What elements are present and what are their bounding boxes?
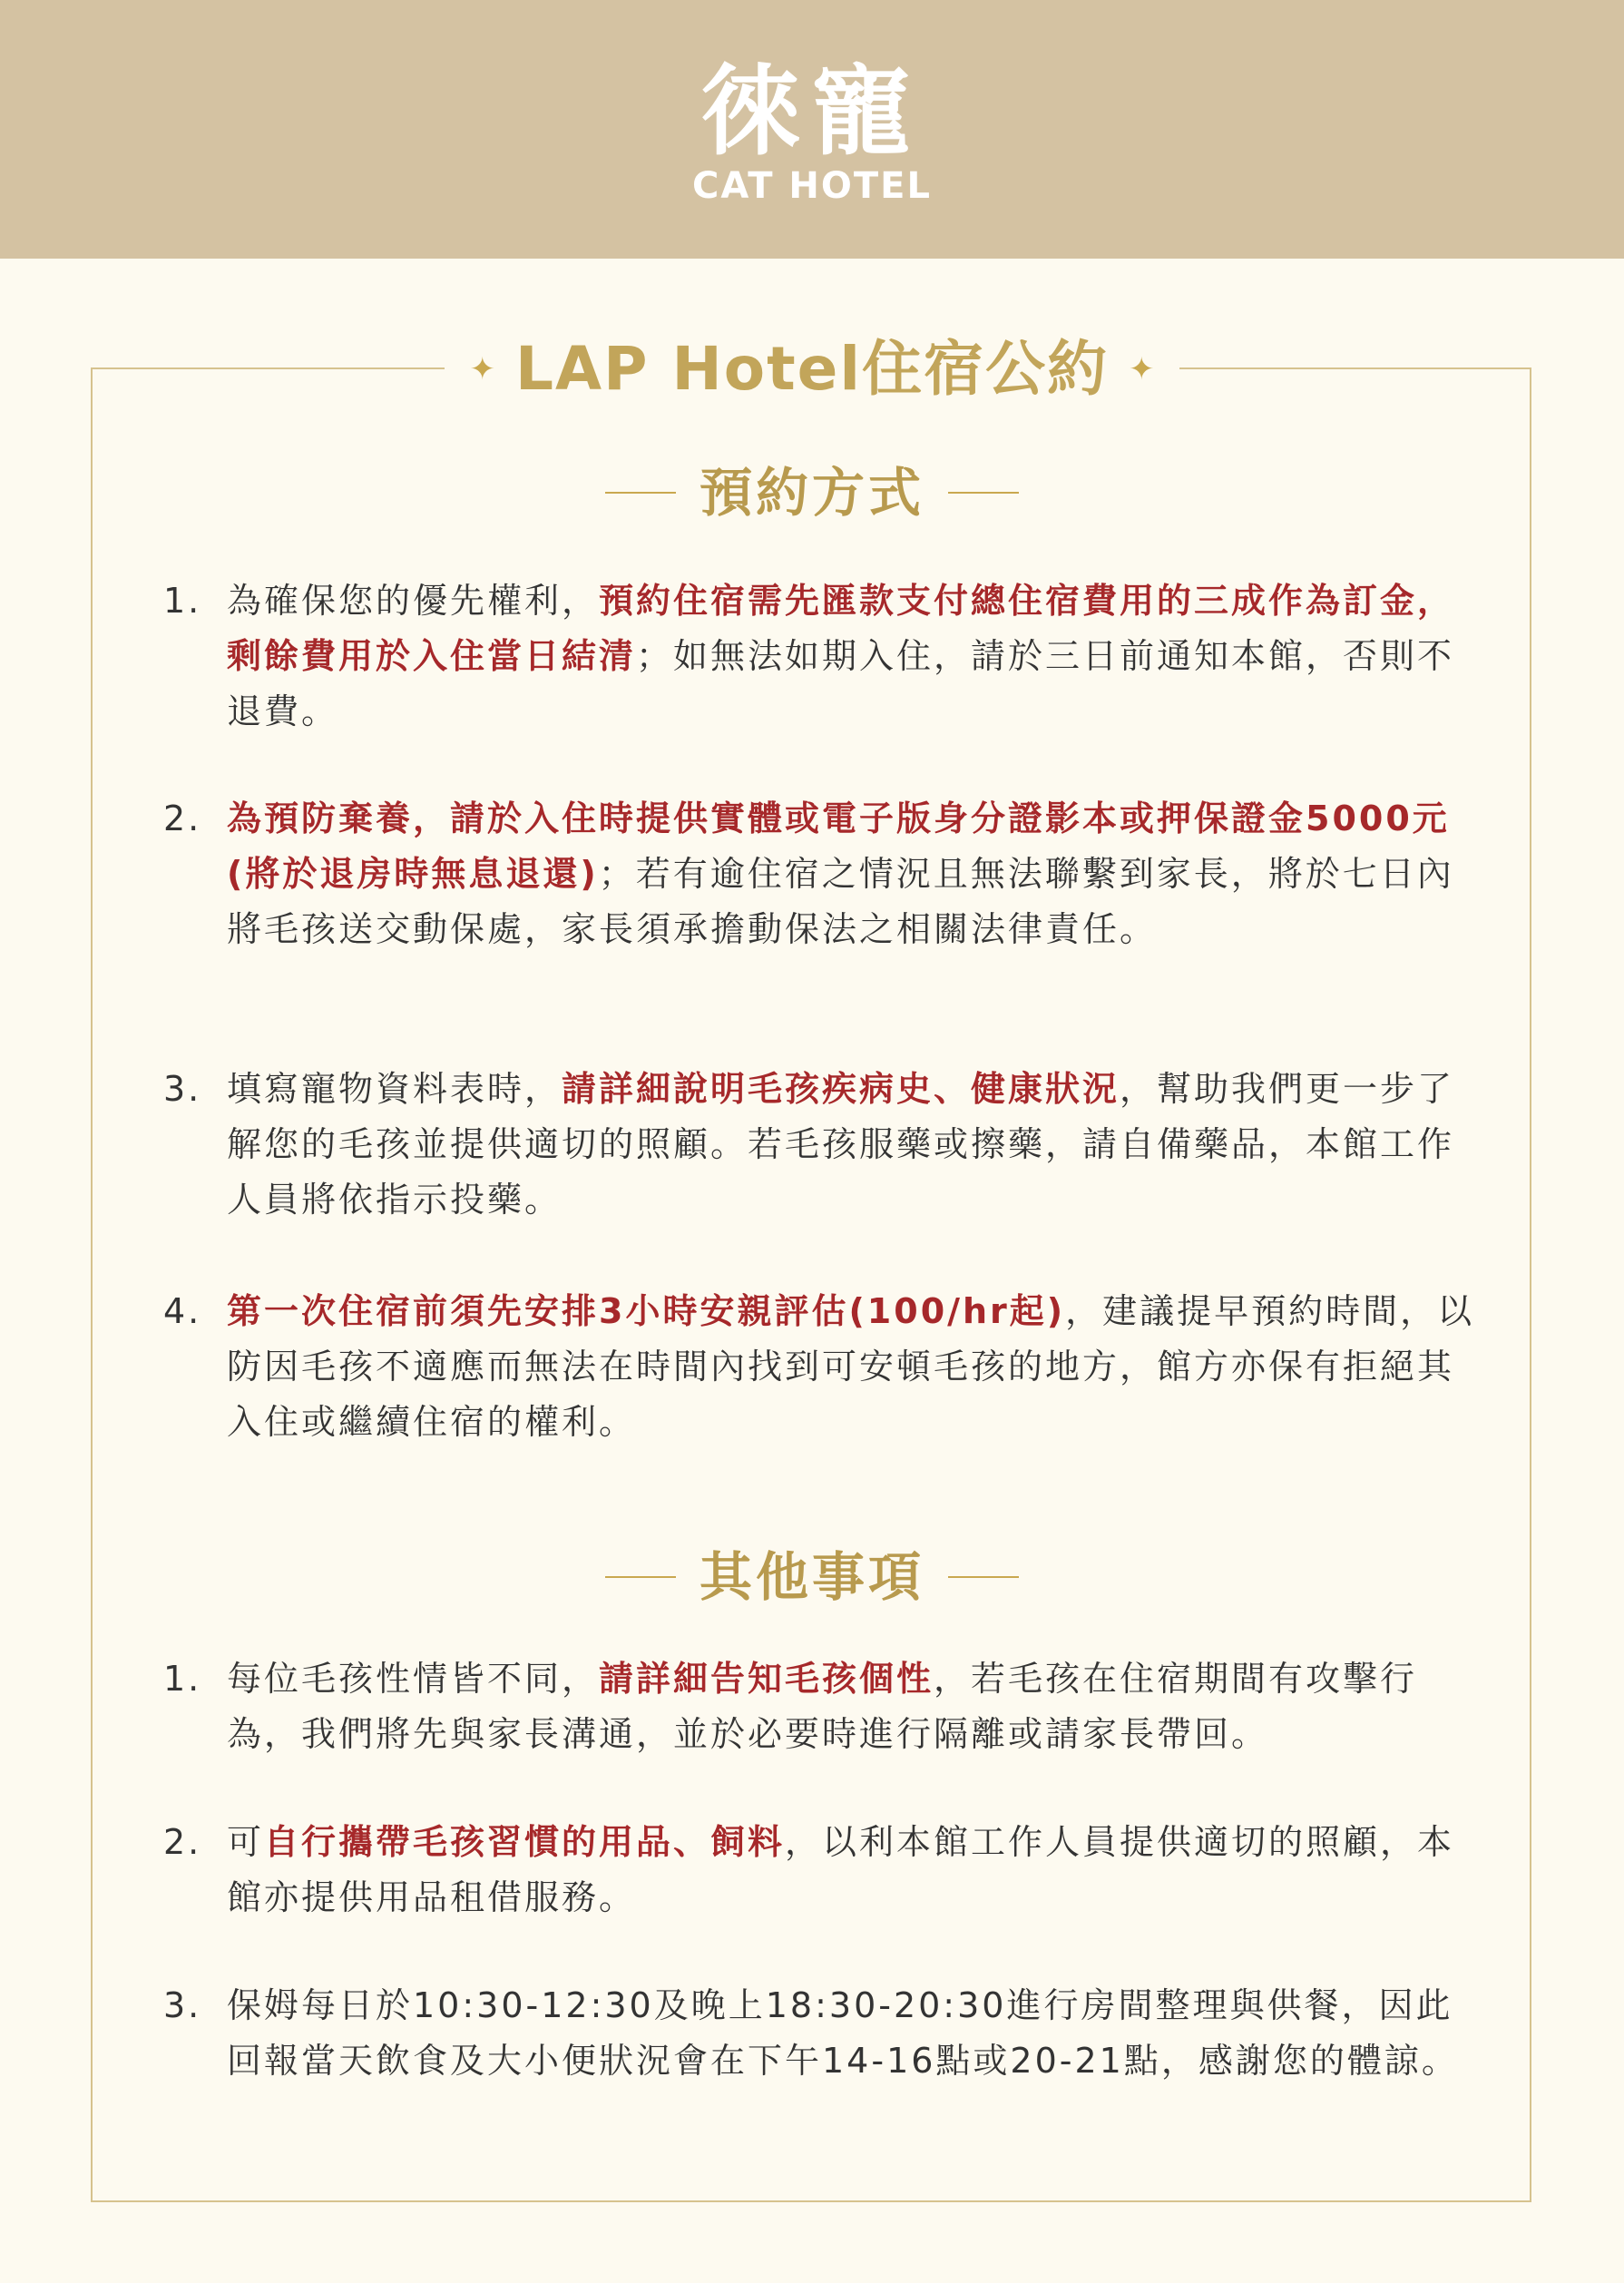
item-text-part: ，以利本館工作人員提供適切的照顧，本館亦提供用品租借服務。	[227, 1822, 1455, 1917]
item-text	[227, 573, 1488, 740]
list-item	[163, 1651, 1488, 1762]
item-text-emphasis: 第一次住宿前須先安排3小時安親評估(100/hr起)	[227, 1291, 1066, 1331]
item-text	[227, 1978, 1488, 2089]
divider-line	[605, 492, 676, 494]
item-text	[227, 1062, 1488, 1228]
item-text-part: 可	[227, 1822, 265, 1862]
item-number: 4.	[163, 1291, 202, 1331]
item-text	[227, 791, 1488, 957]
item-text-part: ，建議提早預約時間，以防因毛孩不適應而無法在時間內找到可安頓毛孩的地方，館方亦保有拒絕其入住或繼續住宿的權利。	[227, 1291, 1475, 1442]
item-number: 3.	[163, 1069, 202, 1109]
item-text-emphasis: 為預防棄養，請於入住時提供實體或電子版身分證影本或押保證金5000元(將於退房時無息退還)	[227, 799, 1450, 894]
item-text-part: ；如無法如期入住，請於三日前通知本館，否則不退費。	[227, 636, 1455, 731]
item-text-emphasis: 請詳細告知毛孩個性	[599, 1659, 934, 1699]
item-text-part: 為確保您的優先權利，	[227, 581, 600, 621]
divider-line	[948, 1576, 1019, 1578]
list-item	[163, 791, 1488, 957]
section-title: 其他事項	[699, 1546, 925, 1608]
item-text-part: ，若毛孩在住宿期間有攻擊行為，我們將先與家長溝通，並於必要時進行隔離或請家長帶回。	[227, 1659, 1418, 1754]
item-text	[227, 1815, 1488, 1925]
list-item	[163, 1815, 1488, 1925]
item-text	[227, 1651, 1488, 1762]
brand-logo-chinese: 徠寵	[700, 54, 923, 169]
page-title: LAP Hotel住宿公約	[515, 334, 1109, 404]
list-item	[163, 1978, 1488, 2089]
item-number: 1.	[163, 1659, 202, 1699]
item-number: 3.	[163, 1985, 202, 2025]
section-heading-booking	[0, 456, 1624, 529]
item-text-emphasis: 請詳細說明毛孩疾病史、健康狀況	[562, 1069, 1120, 1109]
list-item	[163, 1284, 1488, 1450]
divider-line	[948, 492, 1019, 494]
item-number: 2.	[163, 799, 202, 838]
item-text-part: ，幫助我們更一步了解您的毛孩並提供適切的照顧。若毛孩服藥或擦藥，請自備藥品，本館工作人員將依指示投藥。	[227, 1069, 1455, 1220]
item-text-emphasis: 自行攜帶毛孩習慣的用品、飼料	[264, 1822, 786, 1862]
page-title-wrap	[445, 328, 1179, 410]
section-heading-other	[0, 1541, 1624, 1613]
item-text-part: 保姆每日於10:30-12:30及晚上18:30-20:30進行房間整理與供餐，因此回報當天飲食及大小便狀況會在下午14-16點或20-21點，感謝您的體諒。	[227, 1985, 1459, 2081]
list-item	[163, 1062, 1488, 1228]
brand-logo-english: CAT HOTEL	[692, 165, 932, 207]
section-title: 預約方式	[699, 462, 925, 524]
sparkle-icon: ✦	[469, 351, 495, 387]
divider-line	[605, 1576, 676, 1578]
item-text	[227, 1284, 1488, 1450]
item-number: 2.	[163, 1822, 202, 1862]
item-text-part: ；若有逾住宿之情況且無法聯繫到家長，將於七日內將毛孩送交動保處，家長須承擔動保法之相關法律責任。	[227, 854, 1454, 949]
header-banner	[0, 0, 1624, 259]
sparkle-icon: ✦	[1129, 351, 1155, 387]
list-item	[163, 573, 1488, 740]
item-number: 1.	[163, 581, 202, 621]
item-text-part: 填寫寵物資料表時，	[227, 1069, 563, 1109]
item-text-emphasis: 預約住宿需先匯款支付總住宿費用的三成作為訂金，剩餘費用於入住當日結清	[227, 581, 1455, 676]
item-text-part: 每位毛孩性情皆不同，	[227, 1659, 600, 1699]
